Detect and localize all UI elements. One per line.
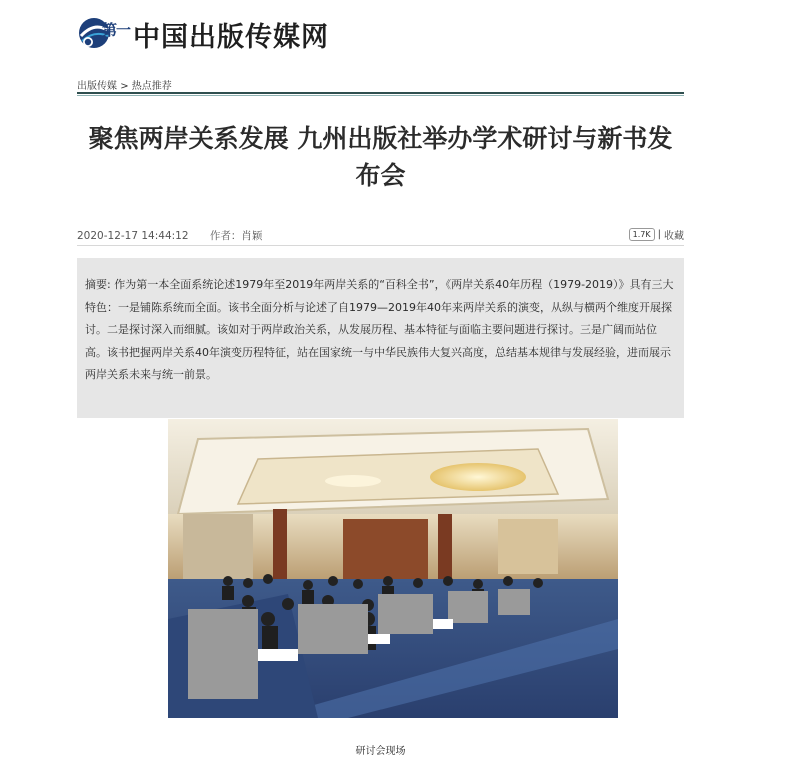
article-meta xyxy=(77,228,684,243)
author-name: 肖颖 xyxy=(241,230,263,242)
breadcrumb-item-hot[interactable]: 热点推荐 xyxy=(131,81,172,92)
separator: | xyxy=(657,229,661,240)
breadcrumb xyxy=(77,77,172,92)
logo-small-text: 第一 xyxy=(102,21,131,39)
author-label: 作者： xyxy=(209,230,242,242)
view-count-badge: 1.7K xyxy=(629,228,655,241)
breadcrumb-separator: > xyxy=(120,81,129,92)
favorite-button[interactable]: 收藏 xyxy=(664,231,684,242)
summary-label: 摘要: xyxy=(85,278,111,291)
meta-divider xyxy=(77,245,684,246)
photo-caption: 研讨会现场 xyxy=(355,746,406,757)
breadcrumb-divider xyxy=(77,92,684,94)
publish-date: 2020-12-17 14:44:12 xyxy=(77,230,189,242)
summary-text: 作为第一本全面系统论述1979年至2019年两岸关系的“百科全书”，《两岸关系40年历程（1979-2019）》具有三大特色：一是铺陈系统而全面。该书全面分析与论述了自1979—2019年40年来两岸关系的演变，从纵与横两个维度开展探讨。二是探讨深入而细腻。该如对于两岸政治关系，从发展历程、基本特征与面临主要问题进行探讨。三是广阔而站位高。该书把握两岸关系40年演变历程特征，站在国家统一与中华民族伟大复兴高度，总结基本规律与发展经验，进而展示两岸关系未来与统一前景。 xyxy=(85,278,674,381)
breadcrumb-item-publishing[interactable]: 出版传媒 xyxy=(77,81,117,92)
article-title: 聚焦两岸关系发展 九州出版社举办学术研讨与新书发布会 xyxy=(88,124,673,190)
conference-photo-image xyxy=(168,419,618,718)
logo-text: 中国出版传媒网 xyxy=(133,22,329,53)
summary-box xyxy=(77,258,684,418)
site-logo[interactable] xyxy=(77,14,347,54)
meta-actions xyxy=(629,227,684,242)
breadcrumb-divider-light xyxy=(77,95,684,96)
conference-photo xyxy=(168,419,618,718)
